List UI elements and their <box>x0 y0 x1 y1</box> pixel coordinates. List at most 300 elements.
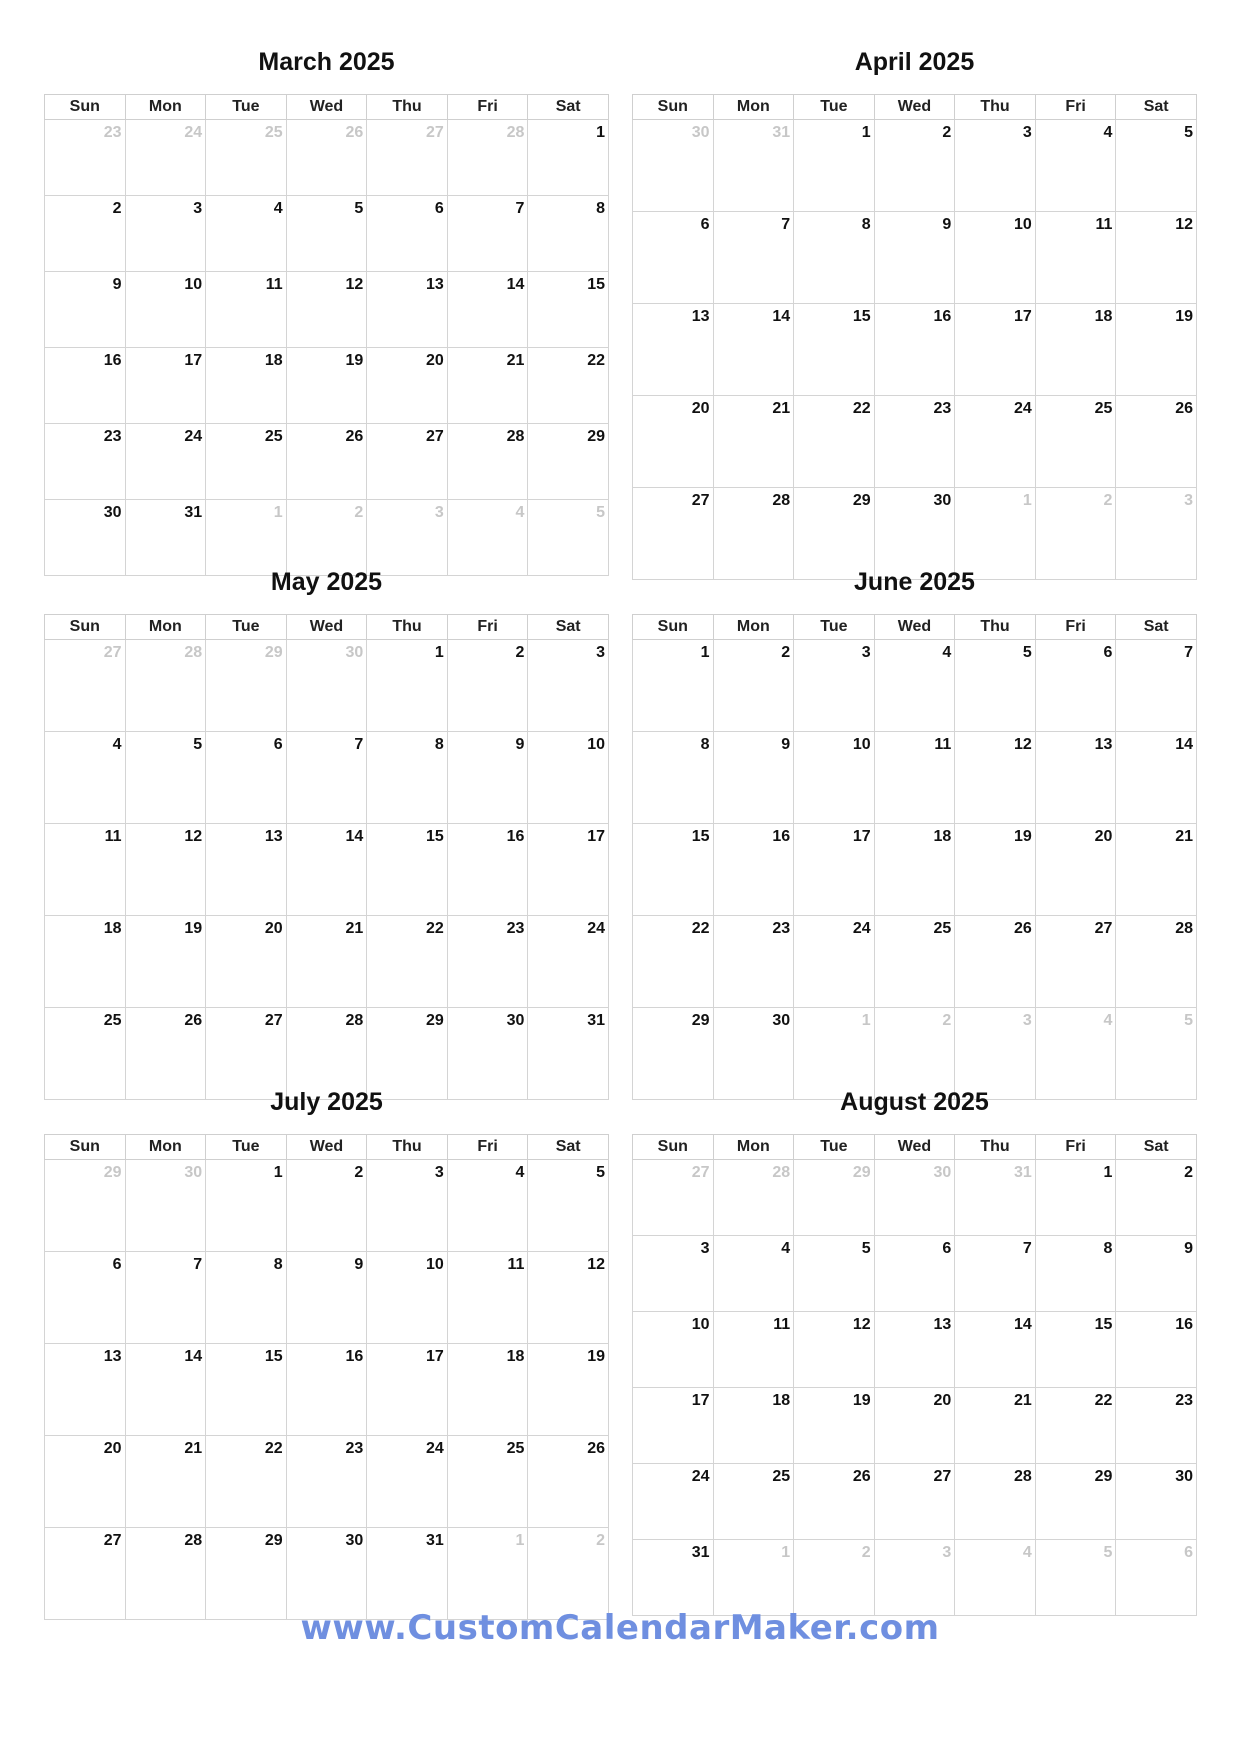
day-number: 24 <box>587 920 605 937</box>
day-cell[interactable] <box>713 1464 794 1540</box>
day-cell[interactable] <box>955 1464 1036 1540</box>
weekday-header: Fri <box>447 1135 528 1160</box>
day-number: 26 <box>345 124 364 141</box>
day-cell-other-month[interactable] <box>447 1528 528 1620</box>
day-cell[interactable] <box>45 424 126 500</box>
day-cell[interactable] <box>1035 212 1116 304</box>
day-cell[interactable] <box>955 916 1036 1008</box>
website-footer-link[interactable] <box>0 1608 1240 1648</box>
day-cell[interactable] <box>794 916 875 1008</box>
day-cell[interactable] <box>1035 1388 1116 1464</box>
weekday-header: Tue <box>794 615 875 640</box>
week-row <box>633 732 1197 824</box>
day-cell[interactable] <box>528 1252 609 1344</box>
day-cell[interactable] <box>955 396 1036 488</box>
day-number: 28 <box>345 1012 364 1029</box>
day-cell[interactable] <box>1035 732 1116 824</box>
day-cell[interactable] <box>125 196 206 272</box>
day-cell[interactable] <box>633 732 714 824</box>
day-cell-other-month[interactable] <box>206 640 287 732</box>
day-number: 5 <box>354 200 364 217</box>
day-cell-other-month[interactable] <box>367 120 448 196</box>
day-cell-other-month[interactable] <box>45 640 126 732</box>
day-number: 26 <box>1175 400 1193 417</box>
day-number: 2 <box>354 1164 364 1181</box>
day-cell[interactable] <box>286 1252 367 1344</box>
day-cell[interactable] <box>125 824 206 916</box>
day-number: 25 <box>264 428 283 445</box>
day-cell[interactable] <box>45 348 126 424</box>
day-cell[interactable] <box>794 396 875 488</box>
day-cell[interactable] <box>874 1388 955 1464</box>
day-number: 26 <box>1014 920 1032 937</box>
day-number: 27 <box>691 492 710 509</box>
weekday-header: Wed <box>286 1135 367 1160</box>
day-cell[interactable] <box>874 824 955 916</box>
day-cell[interactable] <box>367 196 448 272</box>
day-number: 4 <box>1103 124 1113 141</box>
day-number: 29 <box>691 1012 710 1029</box>
weekday-header: Mon <box>125 615 206 640</box>
day-cell[interactable] <box>955 1388 1036 1464</box>
day-cell[interactable] <box>125 916 206 1008</box>
day-cell[interactable] <box>794 1236 875 1312</box>
day-cell[interactable] <box>45 1344 126 1436</box>
week-row <box>633 824 1197 916</box>
day-cell-other-month[interactable] <box>1035 1540 1116 1616</box>
day-cell-other-month[interactable] <box>125 1160 206 1252</box>
day-number: 21 <box>345 920 364 937</box>
day-cell[interactable] <box>794 824 875 916</box>
day-cell[interactable] <box>45 272 126 348</box>
day-cell[interactable] <box>367 1344 448 1436</box>
day-cell-other-month[interactable] <box>1116 1540 1197 1616</box>
day-cell-other-month[interactable] <box>713 120 794 212</box>
day-number: 8 <box>434 736 444 753</box>
day-cell-other-month[interactable] <box>633 1160 714 1236</box>
day-cell[interactable] <box>528 732 609 824</box>
day-number: 23 <box>506 920 525 937</box>
day-number: 24 <box>184 428 203 445</box>
day-cell[interactable] <box>528 1344 609 1436</box>
day-cell[interactable] <box>955 1312 1036 1388</box>
day-number: 29 <box>1094 1468 1113 1485</box>
day-cell[interactable] <box>874 120 955 212</box>
day-number: 3 <box>942 1544 952 1561</box>
day-cell[interactable] <box>45 1528 126 1620</box>
day-number: 13 <box>103 1348 122 1365</box>
day-cell[interactable] <box>1116 1160 1197 1236</box>
day-cell[interactable] <box>794 120 875 212</box>
day-number: 28 <box>506 124 525 141</box>
day-number: 31 <box>184 504 203 521</box>
day-cell[interactable] <box>1035 1464 1116 1540</box>
day-number: 10 <box>587 736 605 753</box>
day-cell[interactable] <box>1116 1236 1197 1312</box>
day-cell[interactable] <box>633 640 714 732</box>
day-cell[interactable] <box>955 120 1036 212</box>
day-cell[interactable] <box>125 1528 206 1620</box>
day-cell[interactable] <box>206 732 287 824</box>
day-cell[interactable] <box>1116 212 1197 304</box>
day-cell-other-month[interactable] <box>125 120 206 196</box>
day-cell[interactable] <box>206 424 287 500</box>
day-cell[interactable] <box>45 732 126 824</box>
day-cell[interactable] <box>447 916 528 1008</box>
day-cell[interactable] <box>713 1236 794 1312</box>
day-cell-other-month[interactable] <box>794 1540 875 1616</box>
day-number: 30 <box>933 492 952 509</box>
day-number: 7 <box>354 736 364 753</box>
day-number: 7 <box>1184 644 1193 661</box>
day-cell[interactable] <box>367 424 448 500</box>
day-cell[interactable] <box>955 824 1036 916</box>
day-number: 20 <box>426 352 444 369</box>
day-number: 1 <box>700 644 710 661</box>
day-cell[interactable] <box>1035 120 1116 212</box>
day-number: 25 <box>772 1468 791 1485</box>
week-row <box>45 916 609 1008</box>
day-cell[interactable] <box>528 1160 609 1252</box>
day-cell-other-month[interactable] <box>955 1540 1036 1616</box>
day-number: 21 <box>506 352 525 369</box>
day-number: 4 <box>515 504 525 521</box>
day-cell-other-month[interactable] <box>206 120 287 196</box>
day-cell-other-month[interactable] <box>713 1160 794 1236</box>
day-cell-other-month[interactable] <box>713 1540 794 1616</box>
day-number: 23 <box>103 124 122 141</box>
day-cell-other-month[interactable] <box>125 640 206 732</box>
day-cell[interactable] <box>713 732 794 824</box>
weekday-header: Tue <box>794 95 875 120</box>
day-number: 14 <box>184 1348 203 1365</box>
day-cell[interactable] <box>874 1236 955 1312</box>
day-number: 23 <box>772 920 791 937</box>
day-number: 30 <box>691 124 710 141</box>
day-number: 16 <box>1175 1316 1193 1333</box>
day-cell[interactable] <box>874 212 955 304</box>
day-cell[interactable] <box>794 212 875 304</box>
day-cell[interactable] <box>447 732 528 824</box>
day-cell[interactable] <box>286 1436 367 1528</box>
day-cell[interactable] <box>713 1388 794 1464</box>
day-number: 8 <box>861 216 871 233</box>
day-cell[interactable] <box>447 1344 528 1436</box>
day-cell[interactable] <box>447 640 528 732</box>
day-cell[interactable] <box>286 1528 367 1620</box>
day-cell[interactable] <box>367 1252 448 1344</box>
week-row <box>45 1528 609 1620</box>
day-cell[interactable] <box>528 424 609 500</box>
day-cell[interactable] <box>286 1344 367 1436</box>
day-cell[interactable] <box>874 396 955 488</box>
week-row <box>633 1540 1197 1616</box>
day-cell-other-month[interactable] <box>874 1540 955 1616</box>
day-cell[interactable] <box>367 1528 448 1620</box>
day-cell[interactable] <box>528 120 609 196</box>
day-cell[interactable] <box>955 640 1036 732</box>
day-cell[interactable] <box>206 1528 287 1620</box>
day-cell[interactable] <box>447 1436 528 1528</box>
day-cell[interactable] <box>1116 1312 1197 1388</box>
day-cell[interactable] <box>206 196 287 272</box>
day-number: 15 <box>264 1348 283 1365</box>
day-cell[interactable] <box>633 1540 714 1616</box>
day-cell-other-month[interactable] <box>45 120 126 196</box>
day-number: 13 <box>933 1316 952 1333</box>
week-row <box>633 396 1197 488</box>
day-cell[interactable] <box>125 348 206 424</box>
day-cell[interactable] <box>713 916 794 1008</box>
day-cell[interactable] <box>447 272 528 348</box>
day-cell[interactable] <box>528 272 609 348</box>
day-cell[interactable] <box>447 1160 528 1252</box>
day-cell[interactable] <box>367 824 448 916</box>
weekday-header: Wed <box>874 1135 955 1160</box>
day-cell[interactable] <box>794 1312 875 1388</box>
month-title: June 2025 <box>854 568 975 596</box>
day-cell[interactable] <box>528 824 609 916</box>
day-cell[interactable] <box>206 272 287 348</box>
month-grid <box>632 1134 1197 1616</box>
day-cell[interactable] <box>794 1388 875 1464</box>
day-cell[interactable] <box>367 732 448 824</box>
day-cell[interactable] <box>206 824 287 916</box>
day-cell[interactable] <box>447 1252 528 1344</box>
day-cell[interactable] <box>206 1160 287 1252</box>
day-cell[interactable] <box>633 1464 714 1540</box>
day-number: 2 <box>515 644 525 661</box>
day-cell[interactable] <box>447 824 528 916</box>
day-number: 24 <box>184 124 203 141</box>
day-cell[interactable] <box>794 1464 875 1540</box>
day-cell[interactable] <box>1116 916 1197 1008</box>
day-cell[interactable] <box>633 824 714 916</box>
day-cell[interactable] <box>713 212 794 304</box>
day-cell[interactable] <box>286 348 367 424</box>
day-cell[interactable] <box>286 824 367 916</box>
day-cell[interactable] <box>874 916 955 1008</box>
day-cell[interactable] <box>206 1436 287 1528</box>
day-cell[interactable] <box>794 640 875 732</box>
day-cell[interactable] <box>206 1344 287 1436</box>
day-number: 3 <box>861 644 871 661</box>
day-cell[interactable] <box>955 304 1036 396</box>
day-number: 17 <box>184 352 203 369</box>
day-number: 11 <box>507 1256 525 1273</box>
week-row <box>633 1312 1197 1388</box>
day-cell[interactable] <box>1116 1388 1197 1464</box>
day-number: 13 <box>264 828 283 845</box>
day-number: 31 <box>426 1532 444 1549</box>
day-cell[interactable] <box>955 732 1036 824</box>
day-cell[interactable] <box>633 304 714 396</box>
day-cell[interactable] <box>1035 304 1116 396</box>
day-cell[interactable] <box>528 196 609 272</box>
day-number: 4 <box>273 200 283 217</box>
day-cell[interactable] <box>45 824 126 916</box>
day-cell[interactable] <box>874 1464 955 1540</box>
day-cell[interactable] <box>45 1252 126 1344</box>
day-cell[interactable] <box>206 916 287 1008</box>
day-cell[interactable] <box>528 348 609 424</box>
day-cell[interactable] <box>286 1160 367 1252</box>
day-cell[interactable] <box>125 1344 206 1436</box>
day-cell[interactable] <box>713 824 794 916</box>
day-cell[interactable] <box>874 640 955 732</box>
day-cell[interactable] <box>528 1436 609 1528</box>
day-cell[interactable] <box>1035 396 1116 488</box>
day-cell[interactable] <box>447 424 528 500</box>
day-cell[interactable] <box>206 1252 287 1344</box>
day-number: 2 <box>942 1012 952 1029</box>
day-cell[interactable] <box>713 1312 794 1388</box>
website-url[interactable]: www.CustomCalendarMaker.com <box>300 1608 940 1648</box>
day-number: 8 <box>596 200 605 217</box>
day-cell[interactable] <box>713 304 794 396</box>
day-number: 19 <box>852 1392 871 1409</box>
day-cell[interactable] <box>528 640 609 732</box>
day-cell[interactable] <box>794 732 875 824</box>
day-cell-other-month[interactable] <box>874 1160 955 1236</box>
day-cell[interactable] <box>367 1436 448 1528</box>
day-number: 21 <box>184 1440 203 1457</box>
day-number: 30 <box>345 1532 364 1549</box>
day-cell-other-month[interactable] <box>286 120 367 196</box>
day-number: 26 <box>587 1440 605 1457</box>
day-number: 23 <box>103 428 122 445</box>
day-cell-other-month[interactable] <box>286 640 367 732</box>
day-cell[interactable] <box>1035 916 1116 1008</box>
day-number: 27 <box>691 1164 710 1181</box>
day-number: 6 <box>434 200 444 217</box>
day-number: 18 <box>264 352 283 369</box>
day-cell[interactable] <box>45 916 126 1008</box>
weekday-header: Sat <box>528 1135 609 1160</box>
day-number: 30 <box>103 504 122 521</box>
day-cell[interactable] <box>1035 640 1116 732</box>
day-cell[interactable] <box>1116 304 1197 396</box>
month-title: August 2025 <box>840 1088 989 1116</box>
weekday-header: Thu <box>367 615 448 640</box>
day-cell[interactable] <box>125 1252 206 1344</box>
day-cell[interactable] <box>1116 732 1197 824</box>
day-cell-other-month[interactable] <box>528 1528 609 1620</box>
day-cell[interactable] <box>528 916 609 1008</box>
day-number: 24 <box>1014 400 1032 417</box>
day-number: 18 <box>506 1348 525 1365</box>
day-cell[interactable] <box>633 396 714 488</box>
day-cell-other-month[interactable] <box>447 120 528 196</box>
day-cell[interactable] <box>286 196 367 272</box>
day-cell[interactable] <box>1035 824 1116 916</box>
day-number: 6 <box>1103 644 1113 661</box>
day-cell[interactable] <box>45 1436 126 1528</box>
day-number: 11 <box>773 1316 791 1333</box>
weekday-header: Sun <box>633 95 714 120</box>
day-number: 7 <box>1022 1240 1032 1257</box>
day-cell[interactable] <box>1035 1160 1116 1236</box>
day-cell[interactable] <box>367 348 448 424</box>
day-cell[interactable] <box>125 1436 206 1528</box>
day-number: 30 <box>506 1012 525 1029</box>
day-cell[interactable] <box>125 272 206 348</box>
day-number: 4 <box>515 1164 525 1181</box>
day-cell[interactable] <box>367 640 448 732</box>
day-cell[interactable] <box>1116 1464 1197 1540</box>
week-row <box>45 824 609 916</box>
day-cell[interactable] <box>713 396 794 488</box>
day-number: 1 <box>434 644 444 661</box>
day-number: 25 <box>1094 400 1113 417</box>
day-cell[interactable] <box>1035 1236 1116 1312</box>
day-cell[interactable] <box>874 304 955 396</box>
day-number: 14 <box>1014 1316 1032 1333</box>
day-cell[interactable] <box>206 348 287 424</box>
day-cell-other-month[interactable] <box>633 120 714 212</box>
day-cell[interactable] <box>367 1160 448 1252</box>
day-cell[interactable] <box>794 304 875 396</box>
day-cell[interactable] <box>367 916 448 1008</box>
day-cell-other-month[interactable] <box>45 1160 126 1252</box>
day-cell[interactable] <box>955 1236 1036 1312</box>
day-cell[interactable] <box>713 640 794 732</box>
day-cell[interactable] <box>633 1312 714 1388</box>
day-number: 1 <box>781 1544 791 1561</box>
day-number: 14 <box>772 308 791 325</box>
day-cell[interactable] <box>633 916 714 1008</box>
day-cell[interactable] <box>286 424 367 500</box>
day-cell-other-month[interactable] <box>794 1160 875 1236</box>
day-cell[interactable] <box>874 732 955 824</box>
day-cell[interactable] <box>633 212 714 304</box>
weekday-header: Sun <box>45 1135 126 1160</box>
day-number: 28 <box>184 1532 203 1549</box>
day-number: 31 <box>691 1544 710 1561</box>
day-cell[interactable] <box>1116 120 1197 212</box>
day-number: 3 <box>1184 492 1193 509</box>
day-cell-other-month[interactable] <box>955 1160 1036 1236</box>
day-number: 26 <box>852 1468 871 1485</box>
day-cell[interactable] <box>125 424 206 500</box>
day-number: 13 <box>426 276 444 293</box>
day-number: 30 <box>1175 1468 1193 1485</box>
day-number: 10 <box>184 276 203 293</box>
day-cell[interactable] <box>633 1236 714 1312</box>
day-cell[interactable] <box>286 732 367 824</box>
day-cell[interactable] <box>1116 396 1197 488</box>
day-cell[interactable] <box>1116 640 1197 732</box>
weekday-header: Fri <box>447 615 528 640</box>
day-cell[interactable] <box>286 272 367 348</box>
day-number: 9 <box>781 736 791 753</box>
day-cell[interactable] <box>955 212 1036 304</box>
day-number: 4 <box>1022 1544 1032 1561</box>
day-cell[interactable] <box>447 348 528 424</box>
day-cell[interactable] <box>633 1388 714 1464</box>
day-number: 13 <box>691 308 710 325</box>
day-cell[interactable] <box>447 196 528 272</box>
day-cell[interactable] <box>125 732 206 824</box>
day-cell[interactable] <box>286 916 367 1008</box>
day-cell[interactable] <box>45 196 126 272</box>
day-cell[interactable] <box>874 1312 955 1388</box>
day-number: 22 <box>587 352 605 369</box>
day-cell[interactable] <box>1035 1312 1116 1388</box>
day-number: 20 <box>103 1440 122 1457</box>
day-cell[interactable] <box>1116 824 1197 916</box>
day-cell[interactable] <box>367 272 448 348</box>
